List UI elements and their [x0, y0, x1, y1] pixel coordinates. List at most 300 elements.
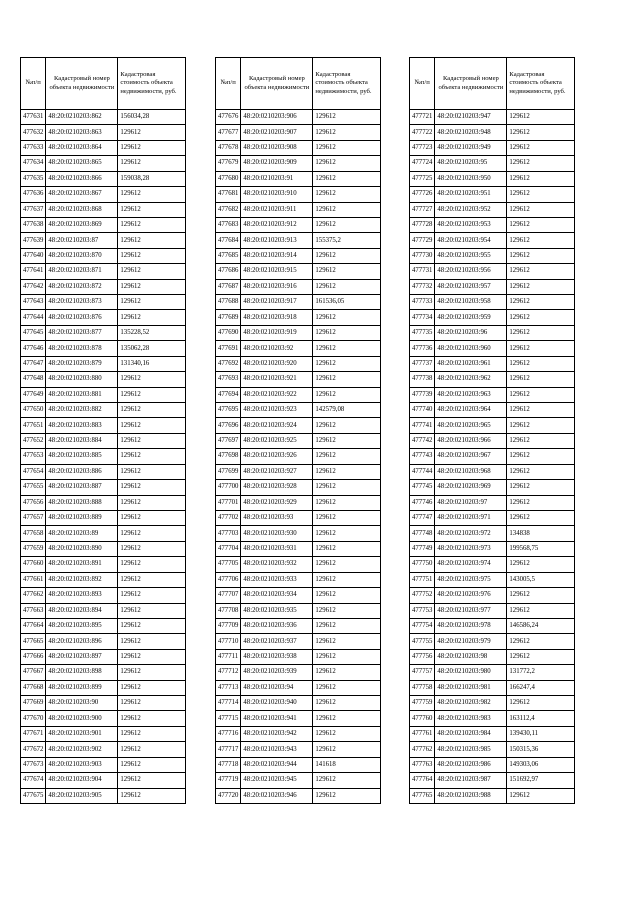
cadastral-value-cell: 129612: [118, 372, 186, 387]
cadastral-value-cell: 129612: [313, 171, 381, 186]
cadastral-number-cell: 48:20:0210203:908: [241, 140, 313, 155]
cadastral-number-cell: 48:20:0210203:873: [46, 295, 118, 310]
cadastral-number-cell: 48:20:0210203:952: [435, 202, 507, 217]
row-number-cell: 477639: [21, 233, 46, 248]
row-number-cell: 477733: [410, 295, 435, 310]
table-row: [21, 757, 186, 772]
cadastral-value-cell: 199568,75: [507, 541, 575, 556]
cadastral-value-cell: 129612: [507, 403, 575, 418]
table-row: [410, 495, 575, 510]
row-number-cell: 477636: [21, 187, 46, 202]
cadastral-value-cell: 142579,08: [313, 403, 381, 418]
row-number-cell: 477684: [216, 233, 241, 248]
table-row: [410, 279, 575, 294]
cadastral-value-cell: 129612: [313, 356, 381, 371]
cadastral-number-cell: 48:20:0210203:948: [435, 125, 507, 140]
cadastral-value-cell: 129612: [118, 572, 186, 587]
cadastral-value-cell: 143005,5: [507, 572, 575, 587]
cadastral-value-cell: 129612: [313, 279, 381, 294]
cadastral-number-cell: 48:20:0210203:959: [435, 310, 507, 325]
row-number-cell: 477696: [216, 418, 241, 433]
row-number-cell: 477703: [216, 526, 241, 541]
row-number-cell: 477721: [410, 110, 435, 125]
table-row: [410, 480, 575, 495]
cadastral-value-cell: 129612: [507, 233, 575, 248]
cadastral-number-cell: 48:20:0210203:867: [46, 187, 118, 202]
cadastral-value-cell: 129612: [118, 248, 186, 263]
row-number-cell: 477705: [216, 557, 241, 572]
table-row: [410, 649, 575, 664]
cadastral-value-cell: 129612: [313, 341, 381, 356]
row-number-cell: 477731: [410, 264, 435, 279]
table-row: [410, 696, 575, 711]
cadastral-number-cell: 48:20:0210203:880: [46, 372, 118, 387]
cadastral-number-cell: 48:20:0210203:94: [241, 680, 313, 695]
cadastral-value-cell: 129612: [118, 557, 186, 572]
table-row: [216, 295, 381, 310]
row-number-cell: 477745: [410, 480, 435, 495]
cadastral-number-cell: 48:20:0210203:984: [435, 726, 507, 741]
cadastral-number-cell: 48:20:0210203:869: [46, 217, 118, 232]
table-row: [216, 140, 381, 155]
table-row: [410, 156, 575, 171]
cadastral-value-cell: 129612: [507, 295, 575, 310]
header-cadastral-number: Кадастровый номер объекта недвижимости: [46, 58, 118, 110]
cadastral-table-3: [409, 57, 575, 804]
cadastral-value-cell: 129612: [507, 588, 575, 603]
cadastral-value-cell: 129612: [507, 217, 575, 232]
cadastral-value-cell: 129612: [118, 696, 186, 711]
cadastral-number-cell: 48:20:0210203:954: [435, 233, 507, 248]
cadastral-number-cell: 48:20:0210203:922: [241, 387, 313, 402]
cadastral-value-cell: 129612: [507, 202, 575, 217]
cadastral-value-cell: 129612: [118, 588, 186, 603]
cadastral-value-cell: 129612: [507, 495, 575, 510]
row-number-cell: 477712: [216, 665, 241, 680]
table-row: [410, 449, 575, 464]
row-number-cell: 477690: [216, 325, 241, 340]
table-row: [216, 418, 381, 433]
row-number-cell: 477675: [21, 788, 46, 803]
cadastral-value-cell: 129612: [313, 726, 381, 741]
cadastral-number-cell: 48:20:0210203:931: [241, 541, 313, 556]
cadastral-value-cell: 129612: [118, 387, 186, 402]
cadastral-value-cell: 129612: [118, 742, 186, 757]
cadastral-value-cell: 129612: [507, 171, 575, 186]
cadastral-number-cell: 48:20:0210203:971: [435, 510, 507, 525]
table-row: [410, 341, 575, 356]
row-number-cell: 477758: [410, 680, 435, 695]
table-row: [216, 680, 381, 695]
cadastral-value-cell: 161536,05: [313, 295, 381, 310]
cadastral-value-cell: 129612: [118, 264, 186, 279]
cadastral-value-cell: 129612: [313, 156, 381, 171]
cadastral-value-cell: 129612: [507, 110, 575, 125]
row-number-cell: 477697: [216, 433, 241, 448]
cadastral-value-cell: 129612: [118, 156, 186, 171]
row-number-cell: 477760: [410, 711, 435, 726]
cadastral-number-cell: 48:20:0210203:90: [46, 696, 118, 711]
row-number-cell: 477685: [216, 248, 241, 263]
table-row: [21, 572, 186, 587]
table-row: [216, 572, 381, 587]
table-row: [410, 325, 575, 340]
cadastral-number-cell: 48:20:0210203:915: [241, 264, 313, 279]
row-number-cell: 477714: [216, 696, 241, 711]
cadastral-value-cell: 129612: [118, 279, 186, 294]
row-number-cell: 477759: [410, 696, 435, 711]
cadastral-value-cell: 129612: [118, 665, 186, 680]
row-number-cell: 477655: [21, 480, 46, 495]
row-number-cell: 477719: [216, 773, 241, 788]
cadastral-value-cell: 129612: [118, 711, 186, 726]
cadastral-number-cell: 48:20:0210203:988: [435, 788, 507, 803]
header-num: №п/п: [410, 58, 435, 110]
table-row: [216, 372, 381, 387]
row-number-cell: 477694: [216, 387, 241, 402]
cadastral-number-cell: 48:20:0210203:947: [435, 110, 507, 125]
cadastral-number-cell: 48:20:0210203:979: [435, 634, 507, 649]
cadastral-number-cell: 48:20:0210203:925: [241, 433, 313, 448]
cadastral-number-cell: 48:20:0210203:907: [241, 125, 313, 140]
row-number-cell: 477743: [410, 449, 435, 464]
row-number-cell: 477637: [21, 202, 46, 217]
cadastral-value-cell: 129612: [313, 588, 381, 603]
cadastral-number-cell: 48:20:0210203:897: [46, 649, 118, 664]
table-row: [216, 603, 381, 618]
row-number-cell: 477645: [21, 325, 46, 340]
cadastral-value-cell: 129612: [507, 557, 575, 572]
cadastral-value-cell: 129612: [507, 433, 575, 448]
cadastral-number-cell: 48:20:0210203:929: [241, 495, 313, 510]
cadastral-value-cell: 129612: [118, 757, 186, 772]
table-row: [216, 356, 381, 371]
cadastral-number-cell: 48:20:0210203:868: [46, 202, 118, 217]
table-row: [216, 110, 381, 125]
table-row: [21, 603, 186, 618]
row-number-cell: 477632: [21, 125, 46, 140]
table-row: [410, 618, 575, 633]
table-row: [21, 372, 186, 387]
table-row: [21, 588, 186, 603]
cadastral-number-cell: 48:20:0210203:96: [435, 325, 507, 340]
cadastral-number-cell: 48:20:0210203:965: [435, 418, 507, 433]
cadastral-value-cell: 129612: [313, 449, 381, 464]
cadastral-number-cell: 48:20:0210203:913: [241, 233, 313, 248]
cadastral-number-cell: 48:20:0210203:946: [241, 788, 313, 803]
row-number-cell: 477644: [21, 310, 46, 325]
table-row: [410, 187, 575, 202]
table-row: [216, 773, 381, 788]
table-row: [216, 387, 381, 402]
row-number-cell: 477748: [410, 526, 435, 541]
cadastral-number-cell: 48:20:0210203:924: [241, 418, 313, 433]
table-row: [216, 125, 381, 140]
cadastral-value-cell: 129612: [507, 341, 575, 356]
row-number-cell: 477717: [216, 742, 241, 757]
table-row: [21, 495, 186, 510]
cadastral-value-cell: 129612: [118, 217, 186, 232]
cadastral-number-cell: 48:20:0210203:89: [46, 526, 118, 541]
row-number-cell: 477668: [21, 680, 46, 695]
table-row: [410, 726, 575, 741]
table-row: [216, 541, 381, 556]
row-number-cell: 477658: [21, 526, 46, 541]
cadastral-value-cell: 129612: [507, 603, 575, 618]
header-cadastral-value: Кадастровая стоимость объекта недвижимости, руб.: [118, 58, 186, 110]
table-row: [21, 341, 186, 356]
cadastral-value-cell: 129612: [313, 187, 381, 202]
cadastral-number-cell: 48:20:0210203:884: [46, 433, 118, 448]
table-row: [216, 757, 381, 772]
table-row: [410, 634, 575, 649]
cadastral-number-cell: 48:20:0210203:878: [46, 341, 118, 356]
table-row: [216, 618, 381, 633]
row-number-cell: 477762: [410, 742, 435, 757]
row-number-cell: 477679: [216, 156, 241, 171]
table-row: [216, 325, 381, 340]
table-row: [21, 187, 186, 202]
cadastral-number-cell: 48:20:0210203:863: [46, 125, 118, 140]
table-row: [21, 295, 186, 310]
row-number-cell: 477687: [216, 279, 241, 294]
cadastral-value-cell: 129612: [313, 557, 381, 572]
cadastral-value-cell: 129612: [118, 125, 186, 140]
row-number-cell: 477695: [216, 403, 241, 418]
cadastral-value-cell: 134838: [507, 526, 575, 541]
table-row: [410, 603, 575, 618]
row-number-cell: 477710: [216, 634, 241, 649]
cadastral-number-cell: 48:20:0210203:937: [241, 634, 313, 649]
table-row: [216, 788, 381, 803]
cadastral-value-cell: 129612: [118, 649, 186, 664]
table-row: [216, 310, 381, 325]
row-number-cell: 477662: [21, 588, 46, 603]
cadastral-value-cell: 163112,4: [507, 711, 575, 726]
cadastral-number-cell: 48:20:0210203:917: [241, 295, 313, 310]
cadastral-number-cell: 48:20:0210203:894: [46, 603, 118, 618]
cadastral-value-cell: 129612: [507, 649, 575, 664]
cadastral-number-cell: 48:20:0210203:968: [435, 464, 507, 479]
cadastral-value-cell: 129612: [507, 279, 575, 294]
row-number-cell: 477631: [21, 110, 46, 125]
cadastral-value-cell: 129612: [118, 634, 186, 649]
cadastral-value-cell: 129612: [118, 202, 186, 217]
cadastral-value-cell: 149303,06: [507, 757, 575, 772]
row-number-cell: 477663: [21, 603, 46, 618]
table-row: [21, 464, 186, 479]
header-cadastral-value: Кадастровая стоимость объекта недвижимости, руб.: [313, 58, 381, 110]
cadastral-value-cell: 129612: [313, 742, 381, 757]
cadastral-number-cell: 48:20:0210203:914: [241, 248, 313, 263]
cadastral-value-cell: 129612: [507, 356, 575, 371]
cadastral-value-cell: 129612: [313, 541, 381, 556]
table-row: [410, 464, 575, 479]
cadastral-value-cell: 129612: [313, 495, 381, 510]
cadastral-number-cell: 48:20:0210203:953: [435, 217, 507, 232]
cadastral-number-cell: 48:20:0210203:935: [241, 603, 313, 618]
row-number-cell: 477711: [216, 649, 241, 664]
header-row: [410, 58, 575, 110]
row-number-cell: 477660: [21, 557, 46, 572]
table-row: [21, 480, 186, 495]
cadastral-value-cell: 129612: [118, 618, 186, 633]
cadastral-number-cell: 48:20:0210203:956: [435, 264, 507, 279]
cadastral-value-cell: 139430,11: [507, 726, 575, 741]
row-number-cell: 477677: [216, 125, 241, 140]
cadastral-value-cell: 129612: [507, 696, 575, 711]
table-row: [21, 557, 186, 572]
table-row: [410, 680, 575, 695]
row-number-cell: 477641: [21, 264, 46, 279]
row-number-cell: 477651: [21, 418, 46, 433]
row-number-cell: 477750: [410, 557, 435, 572]
cadastral-value-cell: 129612: [507, 418, 575, 433]
table-row: [216, 279, 381, 294]
table-row: [21, 788, 186, 803]
table-row: [21, 618, 186, 633]
table-row: [21, 171, 186, 186]
header-num: №п/п: [216, 58, 241, 110]
row-number-cell: 477763: [410, 757, 435, 772]
cadastral-number-cell: 48:20:0210203:862: [46, 110, 118, 125]
row-number-cell: 477674: [21, 773, 46, 788]
row-number-cell: 477702: [216, 510, 241, 525]
cadastral-number-cell: 48:20:0210203:903: [46, 757, 118, 772]
cadastral-value-cell: 129612: [313, 202, 381, 217]
cadastral-number-cell: 48:20:0210203:896: [46, 634, 118, 649]
cadastral-value-cell: 129612: [313, 649, 381, 664]
table-row: [410, 372, 575, 387]
row-number-cell: 477757: [410, 665, 435, 680]
table-row: [410, 526, 575, 541]
table-row: [21, 680, 186, 695]
cadastral-number-cell: 48:20:0210203:972: [435, 526, 507, 541]
table-row: [216, 187, 381, 202]
row-number-cell: 477653: [21, 449, 46, 464]
row-number-cell: 477753: [410, 603, 435, 618]
cadastral-value-cell: 129612: [313, 418, 381, 433]
table-row: [410, 788, 575, 803]
row-number-cell: 477649: [21, 387, 46, 402]
row-number-cell: 477683: [216, 217, 241, 232]
cadastral-value-cell: 129612: [118, 187, 186, 202]
table-row: [216, 634, 381, 649]
table-row: [410, 233, 575, 248]
cadastral-value-cell: 129612: [118, 603, 186, 618]
cadastral-value-cell: 129612: [507, 387, 575, 402]
cadastral-number-cell: 48:20:0210203:883: [46, 418, 118, 433]
cadastral-number-cell: 48:20:0210203:939: [241, 665, 313, 680]
cadastral-number-cell: 48:20:0210203:872: [46, 279, 118, 294]
table-row: [21, 140, 186, 155]
cadastral-value-cell: 129612: [313, 510, 381, 525]
cadastral-number-cell: 48:20:0210203:887: [46, 480, 118, 495]
row-number-cell: 477740: [410, 403, 435, 418]
row-number-cell: 477704: [216, 541, 241, 556]
cadastral-value-cell: 129612: [313, 387, 381, 402]
table-row: [216, 156, 381, 171]
cadastral-value-cell: 129612: [313, 711, 381, 726]
cadastral-number-cell: 48:20:0210203:930: [241, 526, 313, 541]
cadastral-value-cell: 131340,16: [118, 356, 186, 371]
cadastral-number-cell: 48:20:0210203:927: [241, 464, 313, 479]
cadastral-number-cell: 48:20:0210203:865: [46, 156, 118, 171]
cadastral-number-cell: 48:20:0210203:977: [435, 603, 507, 618]
cadastral-number-cell: 48:20:0210203:918: [241, 310, 313, 325]
cadastral-value-cell: 129612: [507, 310, 575, 325]
row-number-cell: 477689: [216, 310, 241, 325]
header-row: [216, 58, 381, 110]
cadastral-number-cell: 48:20:0210203:940: [241, 696, 313, 711]
cadastral-value-cell: 129612: [507, 156, 575, 171]
table-row: [216, 526, 381, 541]
cadastral-number-cell: 48:20:0210203:920: [241, 356, 313, 371]
table-row: [21, 156, 186, 171]
table-row: [410, 110, 575, 125]
row-number-cell: 477659: [21, 541, 46, 556]
table-row: [21, 526, 186, 541]
cadastral-value-cell: 129612: [313, 480, 381, 495]
cadastral-number-cell: 48:20:0210203:898: [46, 665, 118, 680]
cadastral-number-cell: 48:20:0210203:964: [435, 403, 507, 418]
table-row: [216, 696, 381, 711]
cadastral-number-cell: 48:20:0210203:966: [435, 433, 507, 448]
table-row: [410, 557, 575, 572]
table-row: [216, 449, 381, 464]
cadastral-number-cell: 48:20:0210203:892: [46, 572, 118, 587]
cadastral-value-cell: 141618: [313, 757, 381, 772]
row-number-cell: 477736: [410, 341, 435, 356]
cadastral-number-cell: 48:20:0210203:949: [435, 140, 507, 155]
cadastral-number-cell: 48:20:0210203:899: [46, 680, 118, 695]
cadastral-number-cell: 48:20:0210203:916: [241, 279, 313, 294]
cadastral-value-cell: 129612: [118, 403, 186, 418]
row-number-cell: 477730: [410, 248, 435, 263]
row-number-cell: 477752: [410, 588, 435, 603]
row-number-cell: 477727: [410, 202, 435, 217]
row-number-cell: 477680: [216, 171, 241, 186]
row-number-cell: 477666: [21, 649, 46, 664]
cadastral-number-cell: 48:20:0210203:981: [435, 680, 507, 695]
cadastral-value-cell: 129612: [507, 480, 575, 495]
table-row: [21, 325, 186, 340]
cadastral-number-cell: 48:20:0210203:941: [241, 711, 313, 726]
table-row: [216, 264, 381, 279]
cadastral-number-cell: 48:20:0210203:871: [46, 264, 118, 279]
cadastral-value-cell: 129612: [118, 495, 186, 510]
cadastral-number-cell: 48:20:0210203:900: [46, 711, 118, 726]
cadastral-value-cell: 129612: [313, 217, 381, 232]
cadastral-number-cell: 48:20:0210203:902: [46, 742, 118, 757]
cadastral-value-cell: 135228,52: [118, 325, 186, 340]
row-number-cell: 477667: [21, 665, 46, 680]
table-row: [410, 248, 575, 263]
row-number-cell: 477746: [410, 495, 435, 510]
row-number-cell: 477708: [216, 603, 241, 618]
row-number-cell: 477700: [216, 480, 241, 495]
table-row: [410, 510, 575, 525]
cadastral-number-cell: 48:20:0210203:919: [241, 325, 313, 340]
cadastral-number-cell: 48:20:0210203:906: [241, 110, 313, 125]
row-number-cell: 477678: [216, 140, 241, 155]
row-number-cell: 477665: [21, 634, 46, 649]
table-row: [21, 202, 186, 217]
table-row: [216, 248, 381, 263]
cadastral-value-cell: 129612: [313, 634, 381, 649]
table-row: [21, 110, 186, 125]
cadastral-value-cell: 146586,24: [507, 618, 575, 633]
